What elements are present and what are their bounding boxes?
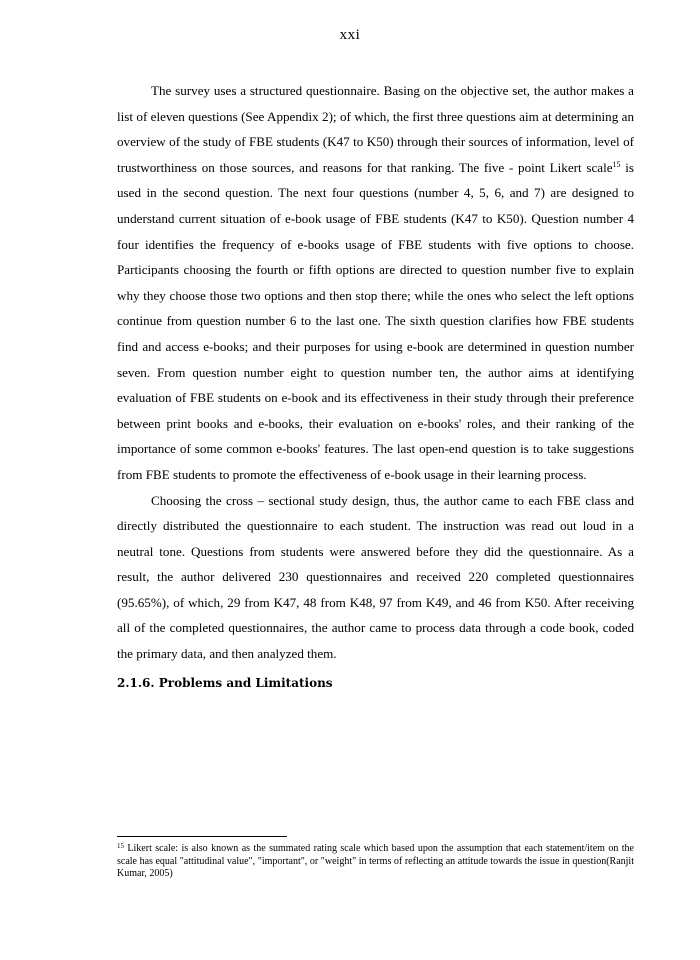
footnote-text: Likert scale: is also known as the summated rating scale which based upon the assumption that each statement/item on the scale has equal "attitudinal value", "important", or "weight" in terms of reflecting an attitude towards the issue in question(Ranjit Kumar, 2005) <box>117 843 634 879</box>
paragraph-data-collection: Choosing the cross – sectional study design, thus, the author came to each FBE class and directly distributed the questionnaire to each student. The instruction was read out loud in a neutral tone. Questions from students were answered before they did the questionnaire. As a result, the author delivered 230 questionnaires and received 220 completed questionnaires (95.65%), of which, 29 from K47, 48 from K48, 97 from K49, and 46 from K50. After receiving all of the completed questionnaires, the author came to process data through a code book, coded the primary data, and then analyzed them. <box>117 492 634 662</box>
paragraph-1-text: The survey uses a structured questionnaire. Basing on the objective set, the author makes a list of eleven questions (See Appendix 2); of which, the first three questions aim at determining an overview of the study of FBE students (K47 to K50) through their sources of information, level of trustworthiness on those sources, and reasons for that ranking. The five - point Likert scale <box>117 83 634 175</box>
paragraph-survey-method <box>117 78 634 488</box>
body-text <box>117 78 634 695</box>
page-number: xxi <box>339 27 361 43</box>
footnote <box>117 843 634 881</box>
footnote-number: 15 <box>117 842 124 850</box>
section-heading: 2.1.6. Problems and Limitations <box>117 675 333 690</box>
paragraph-1-continuation: is used in the second question. The next four questions (number 4, 5, 6, and 7) are designed to understand current situation of e-book usage of FBE students (K47 to K50). Question number 4 four identifies the frequency of e-books usage of FBE students with five options to choose. Participants choosing the fourth or fifth options are directed to question number five to explain why they choose those two options and then stop there; while the ones who select the left options continue from question number 6 to the last one. The sixth question clarifies how FBE students find and access e-books; and their purposes for using e-book are determined in question number seven. From question number eight to question number ten, the author aims at identifying evaluation of FBE students on e-book and its effectiveness in their study through their preference between print books and e-books, their evaluation on e-books' roles, and their ranking of the importance of some common e-books' features. The last open-end question is to take suggestions from FBE students to promote the effectiveness of e-book usage in their learning process. <box>117 159 634 482</box>
footnote-divider <box>117 836 287 837</box>
footnote-reference[interactable]: 15 <box>612 159 621 169</box>
